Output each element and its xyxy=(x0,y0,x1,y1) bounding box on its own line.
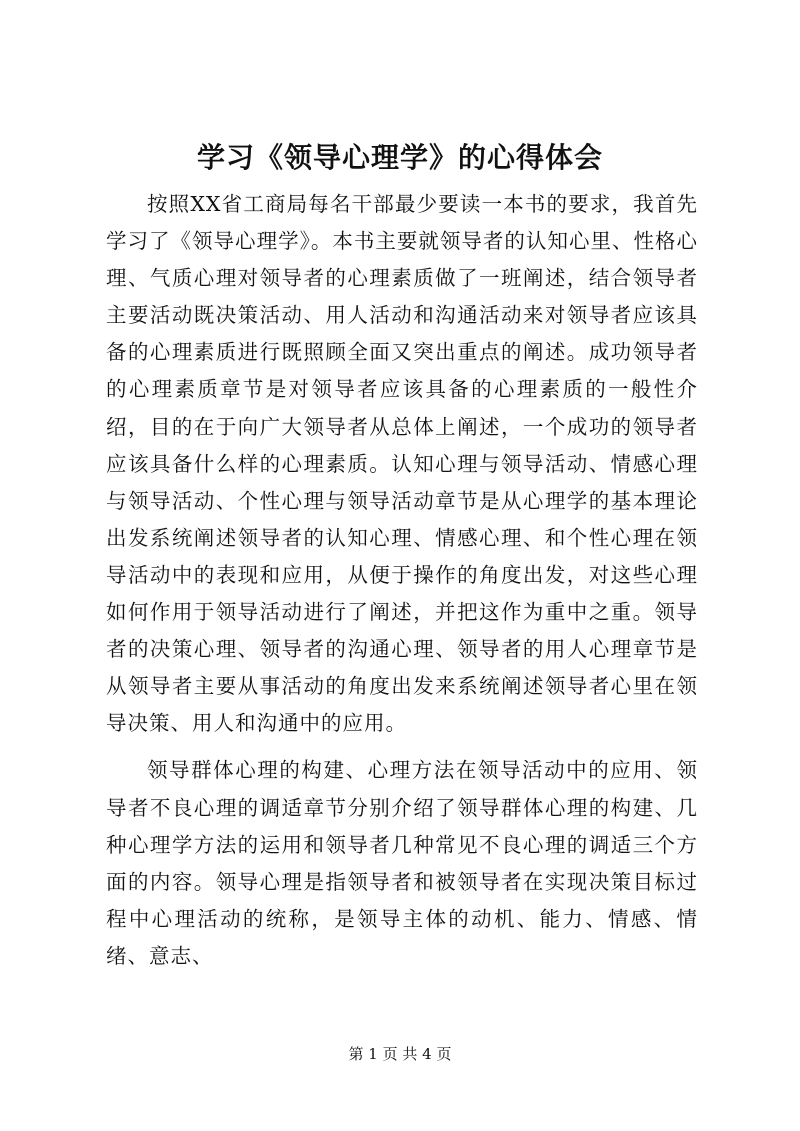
document-title: 学习《领导心理学》的心得体会 xyxy=(196,141,603,174)
document-body xyxy=(106,186,698,975)
paragraph-2: 领导群体心理的构建、心理方法在领导活动中的应用、领导者不良心理的调适章节分别介绍了领导群体心理的构建、几种心理学方法的运用和领导者几种常见不良心理的调适三个方面的内容。领导心理是指领导者和被领导者在实现决策目标过程中心理活动的统称，是领导主体的动机、能力、情感、情绪、意志、 xyxy=(106,758,698,968)
page-footer: 第 1 页 共 4 页 xyxy=(348,1045,452,1063)
paragraph-1: 按照XX省工商局每名干部最少要读一本书的要求，我首先学习了《领导心理学》。本书主要就领导者的认知心里、性格心理、气质心理对领导者的心理素质做了一班阐述，结合领导者主要活动既决策活动、用人活动和沟通活动来对领导者应该具备的心理素质进行既照顾全面又突出重点的阐述。成功领导者的心理素质章节是对领导者应该具备的心理素质的一般性介绍，目的在于向广大领导者从总体上阐述，一个成功的领导者应该具备什么样的心理素质。认知心理与领导活动、情感心理与领导活动、个性心理与领导活动章节是从心理学的基本理论出发系统阐述领导者的认知心理、情感心理、和个性心理在领导活动中的表现和应用，从便于操作的角度出发，对这些心理如何作用于领导活动进行了阐述，并把这作为重中之重。领导者的决策心理、领导者的沟通心理、领导者的用人心理章节是从领导者主要从事活动的角度出发来系统阐述领导者心里在领导决策、用人和沟通中的应用。 xyxy=(106,192,698,736)
